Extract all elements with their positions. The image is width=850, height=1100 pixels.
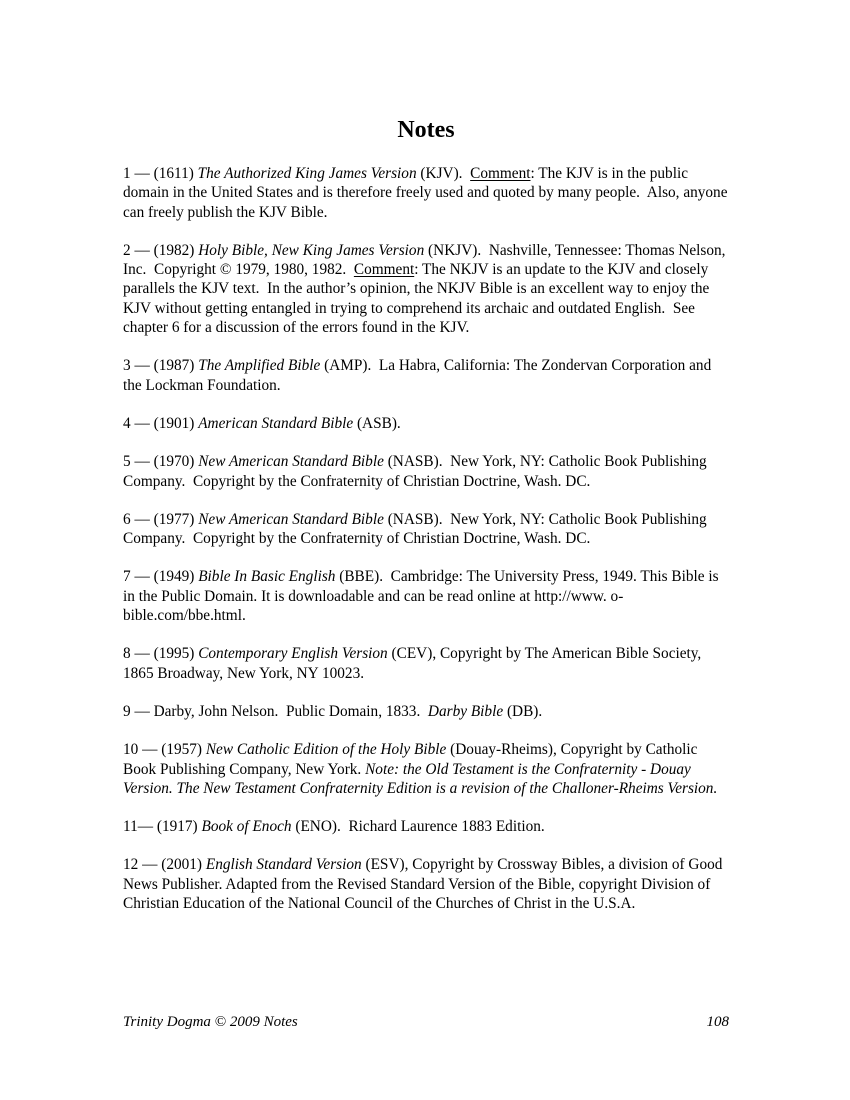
note-text-underline: Comment (353, 261, 415, 279)
note-text-normal: (CEV), Copyright by The American Bible Society, 1865 Broadway, New York, NY 10023. (123, 645, 702, 682)
note-item (123, 510, 729, 549)
note-text-underline: Comment (470, 165, 531, 182)
note-text-normal: (KJV). (416, 165, 471, 182)
note-text-normal: (NASB). New York, NY: Catholic Book Publishing Company. Copyright by the Confraternity of Christian Doctrine, Wash. DC. (123, 510, 707, 548)
note-text-normal: 9 — Darby, John Nelson. Public Domain, 1833. (123, 702, 428, 720)
note-text-normal: 1 — (1611) (123, 165, 198, 182)
note-text-italic: New Catholic Edition of the Holy Bible (205, 741, 447, 759)
note-text-italic: Contemporary English Version (198, 645, 388, 663)
note-text-normal: (Douay-Rheims), Copyright by Catholic Book Publishing Company, New York. (123, 741, 698, 778)
note-text-italic: Note: the Old Testament is the Confraternity - Douay Version. The New Testament Confraternity Edition is a revision of the Challoner-Rheims Version. (123, 760, 718, 797)
note-text-italic: New American Standard Bible (198, 510, 384, 528)
note-text-italic: The Authorized King James Version (197, 165, 417, 182)
note-text-italic: Book of Enoch (201, 818, 292, 836)
note-item (123, 414, 729, 433)
note-item (123, 855, 729, 913)
note-text-normal: (ESV), Copyright by Crossway Bibles, a division of Good News Publisher. Adapted from the Revised Standard Version of the Bible, copyright Division of Christian Education of the National Council of the Churches of Christ in the U.S.A. (123, 856, 723, 913)
note-text-normal: : The NKJV is an update to the KJV and closely parallels the KJV text. In the author’s opinion, the NKJV Bible is an excellent way to enjoy the KJV without getting entangled in trying to comprehend its archaic and outdated English. See chapter 6 for a discussion of the errors found in the KJV. (123, 261, 710, 337)
note-text-normal: 4 — (1901) (123, 414, 199, 432)
note-item (123, 567, 729, 625)
note-text-normal: : The KJV is in the public domain in the United States and is therefore freely used and quoted by many people. Also, anyone can freely publish the KJV Bible. (123, 165, 728, 221)
note-text-normal: 5 — (1970) (123, 453, 199, 471)
note-text-normal: 11— (1917) (123, 818, 202, 836)
note-item (123, 241, 729, 337)
note-text-normal: (ENO). Richard Laurence 1883 Edition. (291, 818, 545, 836)
note-item (123, 740, 729, 798)
note-text-normal: 6 — (1977) (123, 510, 199, 528)
page-footer (123, 1013, 729, 1032)
note-text-normal: 7 — (1949) (123, 568, 199, 586)
note-text-normal: 12 — (2001) (123, 856, 206, 874)
note-text-normal: (DB). (503, 702, 543, 720)
note-text-italic: Darby Bible (427, 702, 504, 720)
note-text-normal: 8 — (1995) (123, 645, 199, 663)
note-item (123, 452, 729, 491)
note-text-italic: Holy Bible, New King James Version (198, 241, 425, 259)
note-text-normal: 10 — (1957) (123, 741, 206, 759)
note-text-normal: (ASB). (353, 414, 401, 432)
page-content (123, 117, 729, 913)
note-text-normal: (NKJV). Nashville, Tennessee: Thomas Nelson, Inc. Copyright © 1979, 1980, 1982. (123, 241, 726, 279)
footer-book-title: Trinity Dogma © 2009 Notes (123, 1014, 298, 1030)
note-text-italic: English Standard Version (205, 856, 362, 874)
note-text-italic: New American Standard Bible (198, 453, 384, 471)
page-title: Notes (397, 117, 455, 143)
note-item (123, 817, 729, 836)
note-item (123, 702, 729, 721)
note-text-italic: American Standard Bible (198, 414, 354, 432)
note-text-normal: (BBE). Cambridge: The University Press, 1949. This Bible is in the Public Domain. It is downloadable and can be read online at http://www. o-bible.com/bbe.html. (123, 568, 719, 625)
note-text-normal: (AMP). La Habra, California: The Zondervan Corporation and the Lockman Foundation. (123, 357, 712, 394)
notes-list (123, 164, 729, 913)
note-text-normal: (NASB). New York, NY: Catholic Book Publishing Company. Copyright by the Confraternity of Christian Doctrine, Wash. DC. (123, 453, 707, 490)
note-text-normal: 3 — (1987) (123, 357, 199, 375)
note-text-italic: The Amplified Bible (198, 357, 321, 375)
footer-page-number: 108 (706, 1014, 729, 1030)
note-item (123, 356, 729, 395)
note-text-italic: Bible In Basic English (198, 568, 336, 586)
note-item (123, 164, 729, 222)
note-item (123, 644, 729, 683)
note-text-normal: 2 — (1982) (123, 241, 199, 259)
